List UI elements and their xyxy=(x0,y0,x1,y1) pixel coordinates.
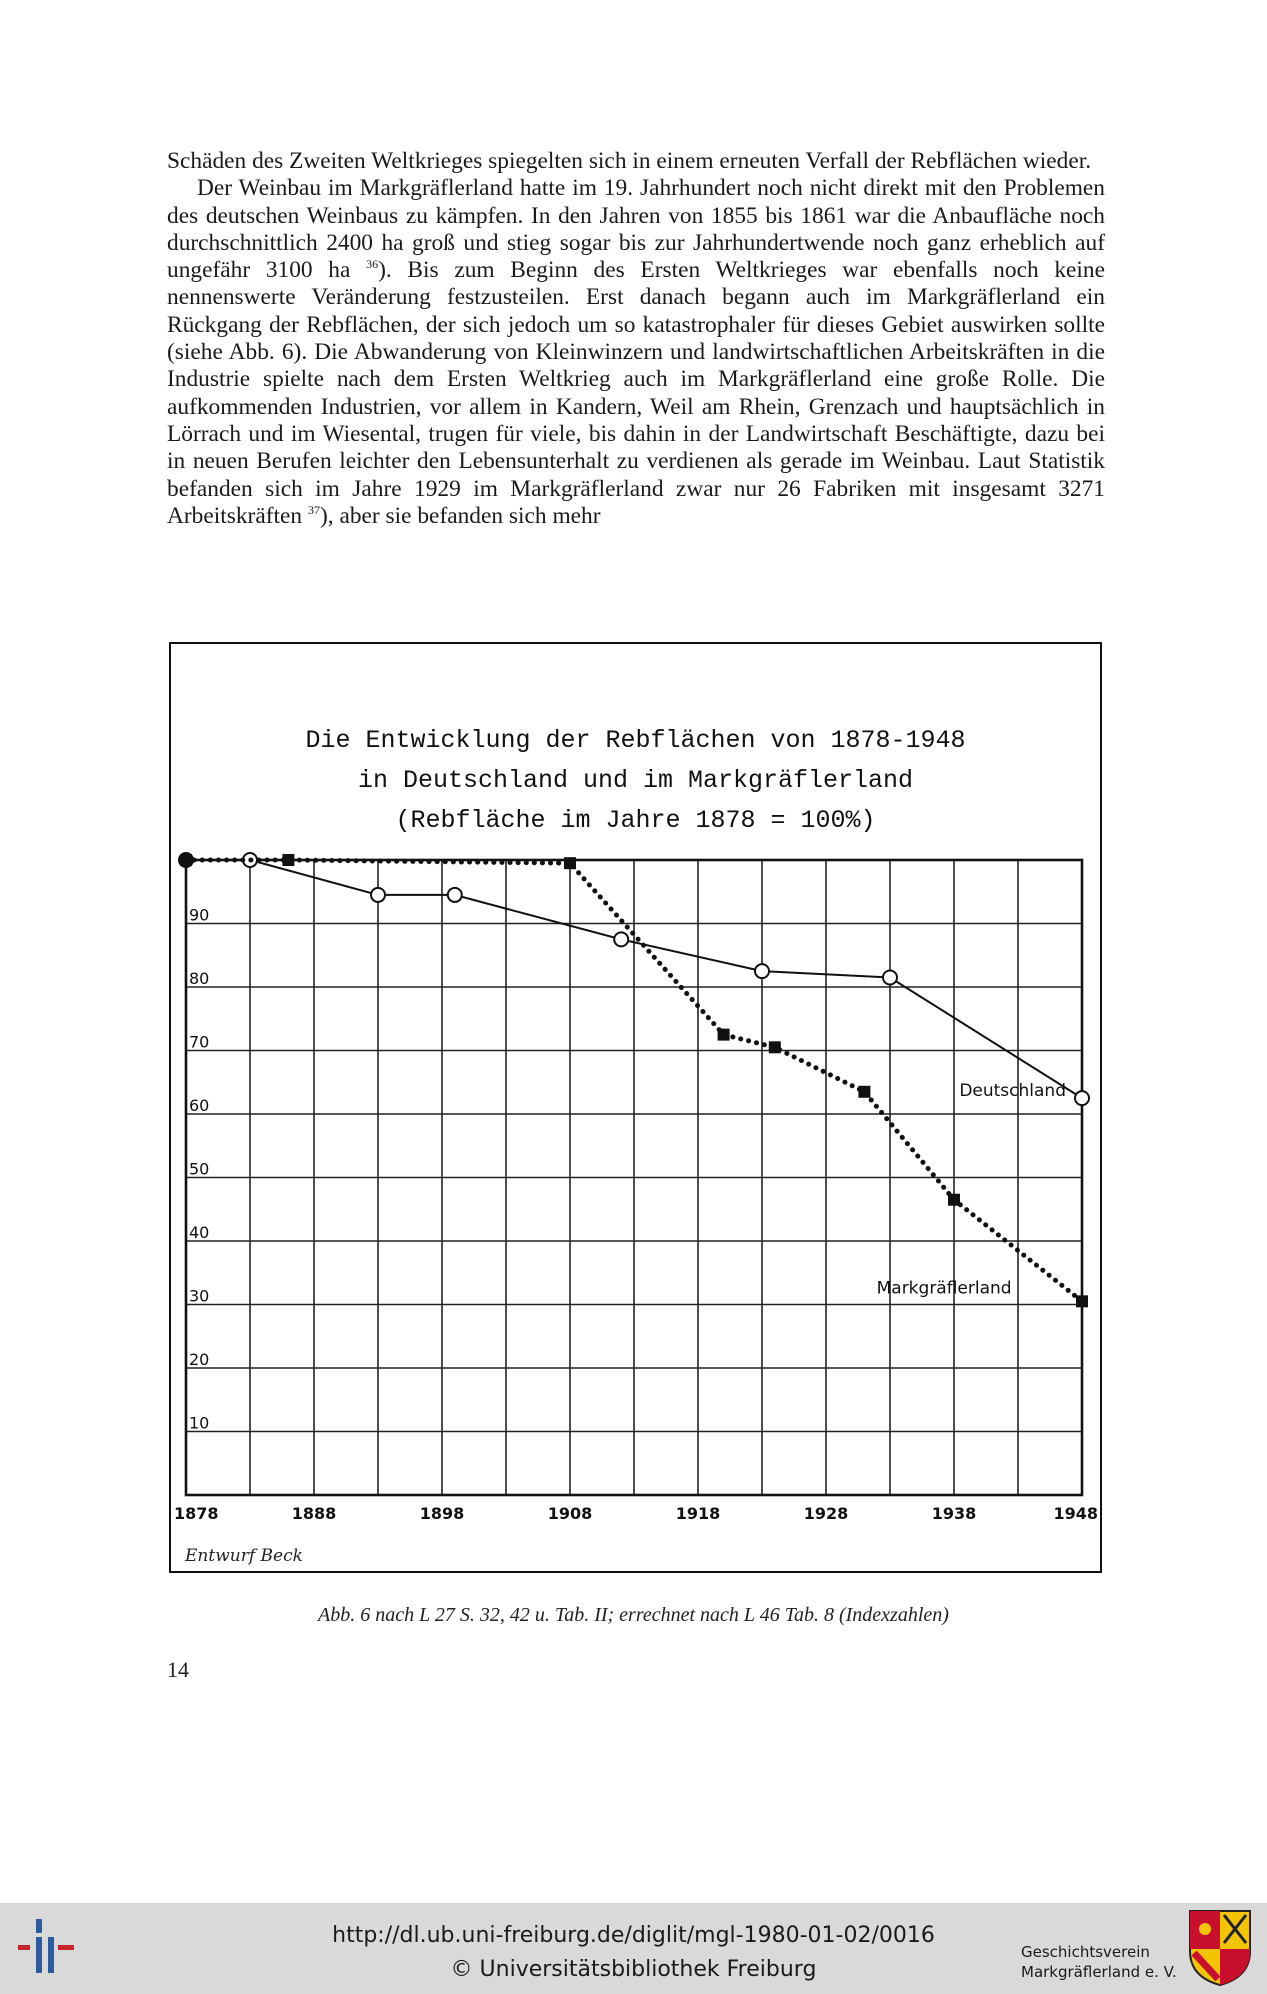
paragraph-2-part-1: Der Weinbau im Markgräflerland hatte im 19. Jahrhundert noch nicht direkt mit den Problemen des deutschen Weinbaus zu kämpfen. In den Jahren von 1855 bis 1861 war die Anbaufläche noch durchschnittlich 2400 ha groß und stieg sogar bis zur Jahrhundertwende noch ganz erheblich auf ungefähr 3100 ha xyxy=(167,175,1105,284)
page-number: 14 xyxy=(167,1657,189,1682)
series-label-deutschland: Deutschland xyxy=(959,1081,1066,1102)
author-signature: Entwurf Beck xyxy=(185,1546,303,1566)
chart-title-line-1: Die Entwicklung der Rebflächen von 1878-1948 xyxy=(305,726,966,755)
data-point-markgräflerland xyxy=(180,854,192,866)
x-tick-label: 1918 xyxy=(675,1504,721,1523)
data-point-deutschland xyxy=(1075,1091,1089,1105)
data-point-markgräflerland xyxy=(769,1041,781,1053)
footer-copyright: © Universitätsbibliothek Freiburg xyxy=(450,1957,817,1982)
data-point-deutschland xyxy=(371,888,385,902)
data-point-markgräflerland xyxy=(564,857,576,869)
chart-title-line-2: in Deutschland und im Markgräflerland xyxy=(357,766,914,795)
series-label-markgraeflerland: Markgräflerland xyxy=(876,1278,1012,1299)
footer-society-name[interactable] xyxy=(1021,1942,1181,1982)
x-tick-label: 1938 xyxy=(931,1504,977,1523)
paragraph-2-part-3: ), aber sie befanden sich mehr xyxy=(319,502,601,529)
y-tick-label: 80 xyxy=(189,969,210,988)
footer-society-line-2: Markgräflerland e. V. xyxy=(1021,1963,1177,1981)
paragraph-2 xyxy=(167,175,1105,530)
y-tick-label: 60 xyxy=(189,1096,210,1115)
x-tick-label: 1928 xyxy=(803,1504,849,1523)
paragraph-2-part-2: ). Bis zum Beginn des Ersten Weltkrieges war ebenfalls noch keine nennenswerte Veränderung festzusteilen. Erst danach begann auch im Markgräflerland ein Rückgang der Rebflächen, der sich jedoch um so katastrophaler für dieses Gebiet auswirken sollte (siehe Abb. 6). Die Abwanderung von Kleinwinzern und landwirtschaftlichen Arbeitskräften in die Industrie spielte nach dem Ersten Weltkrieg auch im Markgräflerland eine große Rolle. Die aufkommenden Industrien, vor allem in Kandern, Weil am Rhein, Grenzach und hauptsächlich in Lörrach und im Wiesental, trugen für viele, bis dahin in der Landwirtschaft Beschäftigte, dazu bei in neuen Berufen leichter den Lebensunterhalt zu verdienen als gerade im Weinbau. Laut Statistik befanden sich im Jahre 1929 im Markgräflerland zwar nur 26 Fabriken mit insgesamt 3271 Arbeitskräften xyxy=(167,257,1105,529)
chart-title xyxy=(171,721,1100,841)
y-tick-label: 20 xyxy=(189,1350,210,1369)
body-text xyxy=(167,148,1105,530)
footer-society-line-1: Geschichtsverein xyxy=(1021,1943,1150,1961)
data-point-deutschland xyxy=(614,932,628,946)
data-point-markgräflerland xyxy=(282,854,294,866)
x-tick-label: 1898 xyxy=(419,1504,465,1523)
footnote-ref-36: 36 xyxy=(366,257,379,272)
y-tick-label: 10 xyxy=(189,1413,210,1433)
x-tick-label: 1888 xyxy=(291,1504,337,1523)
data-point-deutschland xyxy=(755,964,769,978)
y-tick-label: 70 xyxy=(189,1032,210,1052)
x-tick-label: 1948 xyxy=(1053,1504,1098,1523)
footer-bar xyxy=(0,1903,1267,1994)
footer-url-link[interactable]: http://dl.ub.uni-freiburg.de/diglit/mgl-1980-01-02/0016 xyxy=(332,1923,935,1948)
x-tick-label: 1878 xyxy=(174,1504,219,1523)
y-tick-label: 90 xyxy=(189,905,210,925)
y-tick-label: 30 xyxy=(189,1286,210,1306)
figure-frame xyxy=(169,642,1102,1573)
data-point-deutschland xyxy=(883,970,897,984)
footnote-ref-37: 37 xyxy=(307,502,320,517)
coat-of-arms-icon[interactable] xyxy=(1188,1909,1252,1987)
data-point-markgräflerland xyxy=(858,1086,870,1098)
figure-caption: Abb. 6 nach L 27 S. 32, 42 u. Tab. II; errechnet nach L 46 Tab. 8 (Indexzahlen) xyxy=(318,1604,949,1626)
x-tick-label: 1908 xyxy=(547,1504,593,1523)
y-tick-label: 50 xyxy=(189,1159,210,1179)
data-point-markgräflerland xyxy=(718,1029,730,1041)
y-tick-label: 40 xyxy=(189,1223,210,1242)
data-point-markgräflerland xyxy=(1076,1295,1088,1307)
paragraph-1: Schäden des Zweiten Weltkrieges spiegelten sich in einem erneuten Verfall der Rebflächen wieder. xyxy=(167,148,1092,174)
data-point-deutschland xyxy=(448,888,462,902)
data-point-markgräflerland xyxy=(948,1194,960,1206)
chart-title-line-3: (Rebfläche im Jahre 1878 = 100%) xyxy=(395,806,876,835)
